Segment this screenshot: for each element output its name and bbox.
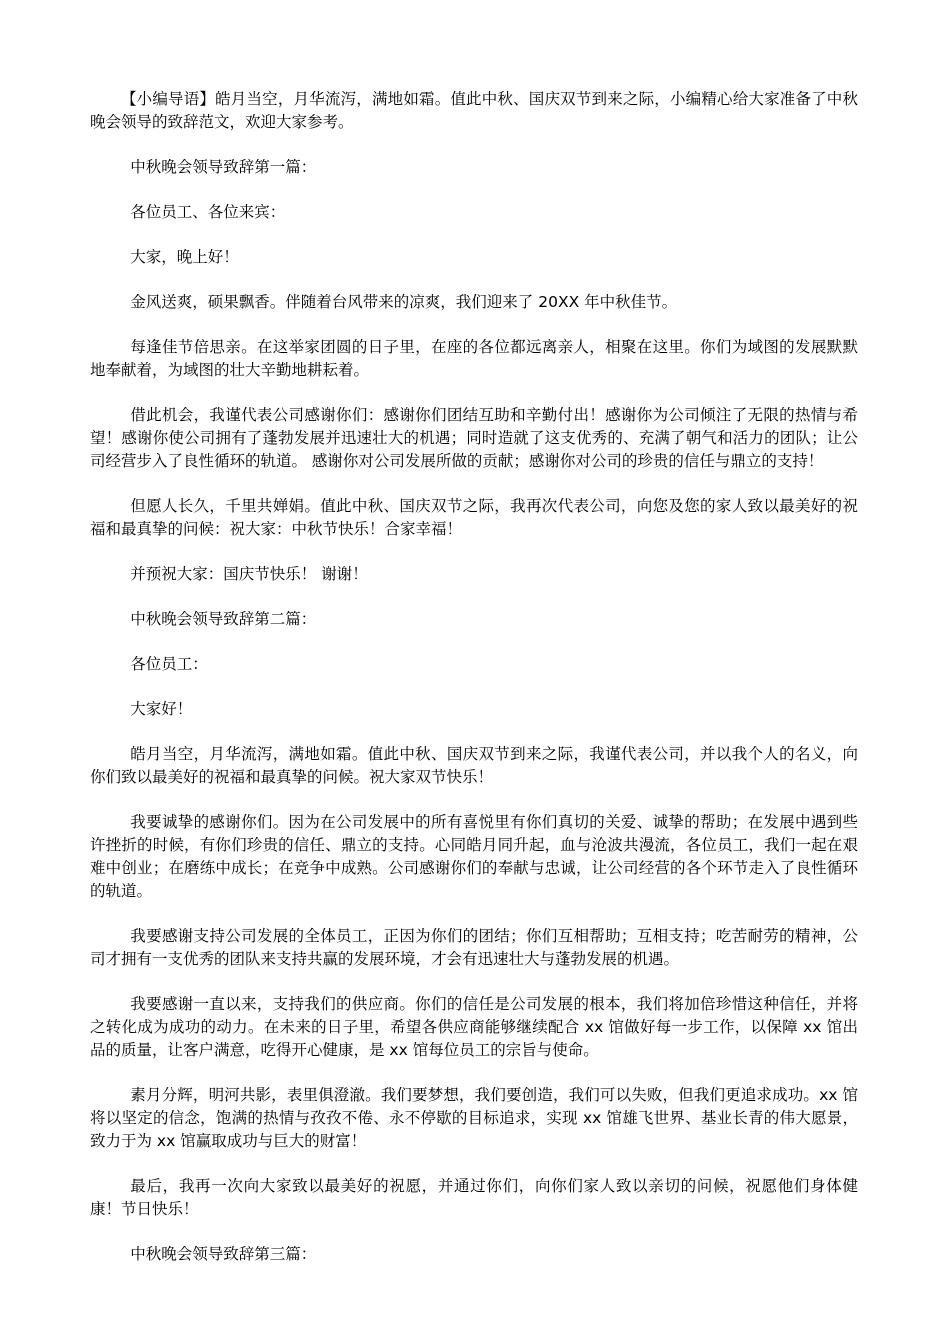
speech-1-salutation: 各位员工、各位来宾： xyxy=(130,203,286,221)
speech-2-paragraph: 我要诚挚的感谢你们。因为在公司发展中的所有喜悦里有你们真切的关爱、诚挚的帮助；在发展中遇到些许挫折的时候，有你们珍贵的信任、鼎立的支持。心同皓月同升起，血与沧波共漫流，各位员工，我们一起在艰难中创业；在磨练中成长；在竞争中成熟。公司感谢你们的奉献与忠诚，让公司经营的各个环节走入了良性循环的轨道。 xyxy=(90,813,858,900)
speech-2-title: 中秋晚会领导致辞第二篇： xyxy=(130,610,317,628)
speech-2-paragraph: 我要感谢支持公司发展的全体员工，正因为你们的团结；你们互相帮助；互相支持；吃苦耐劳的精神，公司才拥有一支优秀的团队来支持共赢的发展环境，才会有迅速壮大与蓬勃发展的机遇。 xyxy=(90,927,858,968)
speech-2-paragraph: 皓月当空，月华流泻，满地如霜。值此中秋、国庆双节到来之际，我谨代表公司，并以我个人的名义，向你们致以最美好的祝福和最真挚的问候。祝大家双节快乐！ xyxy=(90,745,858,786)
speech-2-greeting: 大家好！ xyxy=(130,700,193,718)
speech-1-paragraph: 每逢佳节倍思亲。在这举家团圆的日子里，在座的各位都远离亲人，相聚在这里。你们为域图的发展默默地奉献着，为域图的壮大辛勤地耕耘着。 xyxy=(90,338,858,379)
speech-2-paragraph: 我要感谢一直以来，支持我们的供应商。你们的信任是公司发展的根本，我们将加倍珍惜这种信任，并将之转化成为成功的动力。在未来的日子里，希望各供应商能够继续配合 xx 馆做好每一步工作，以保障 xx 馆出品的质量，让客户满意，吃得开心健康，是 xx 馆每位员工的宗旨与使命。 xyxy=(90,995,858,1059)
speech-1-paragraph: 金风送爽，硕果飘香。伴随着台风带来的凉爽，我们迎来了 20XX 年中秋佳节。 xyxy=(130,293,678,311)
speech-1-closing: 并预祝大家：国庆节快乐！ 谢谢！ xyxy=(130,565,368,583)
speech-1-title: 中秋晚会领导致辞第一篇： xyxy=(130,158,317,176)
speech-2-paragraph: 最后，我再一次向大家致以最美好的祝愿，并通过你们，向你们家人致以亲切的问候，祝愿他们身体健康！节日快乐！ xyxy=(90,1177,858,1218)
intro-paragraph: 【小编导语】皓月当空，月华流泻，满地如霜。值此中秋、国庆双节到来之际，小编精心给大家准备了中秋晚会领导的致辞范文，欢迎大家参考。 xyxy=(90,90,858,131)
document-page xyxy=(90,88,858,1288)
speech-2-salutation: 各位员工： xyxy=(130,655,208,673)
speech-1-paragraph: 但愿人长久，千里共婵娟。值此中秋、国庆双节之际，我再次代表公司，向您及您的家人致以最美好的祝福和最真挚的问候：祝大家：中秋节快乐！合家幸福！ xyxy=(90,497,858,538)
speech-3-title: 中秋晚会领导致辞第三篇： xyxy=(130,1245,317,1263)
speech-1-greeting: 大家，晚上好！ xyxy=(130,248,239,266)
speech-2-paragraph: 素月分辉，明河共影，表里俱澄澈。我们要梦想，我们要创造，我们可以失败，但我们更追求成功。xx 馆将以坚定的信念，饱满的热情与孜孜不倦、永不停歇的目标追求，实现 xx 馆雄飞世界、基业长青的伟大愿景，致力于为 xx 馆赢取成功与巨大的财富！ xyxy=(90,1086,858,1150)
speech-1-paragraph: 借此机会，我谨代表公司感谢你们：感谢你们团结互助和辛勤付出！感谢你为公司倾注了无限的热情与希望！感谢你使公司拥有了蓬勃发展并迅速壮大的机遇；同时造就了这支优秀的、充满了朝气和活力的团队；让公司经营步入了良性循环的轨道。 感谢你对公司发展所做的贡献；感谢你对公司的珍贵的信任与鼎立的支持！ xyxy=(90,406,858,470)
